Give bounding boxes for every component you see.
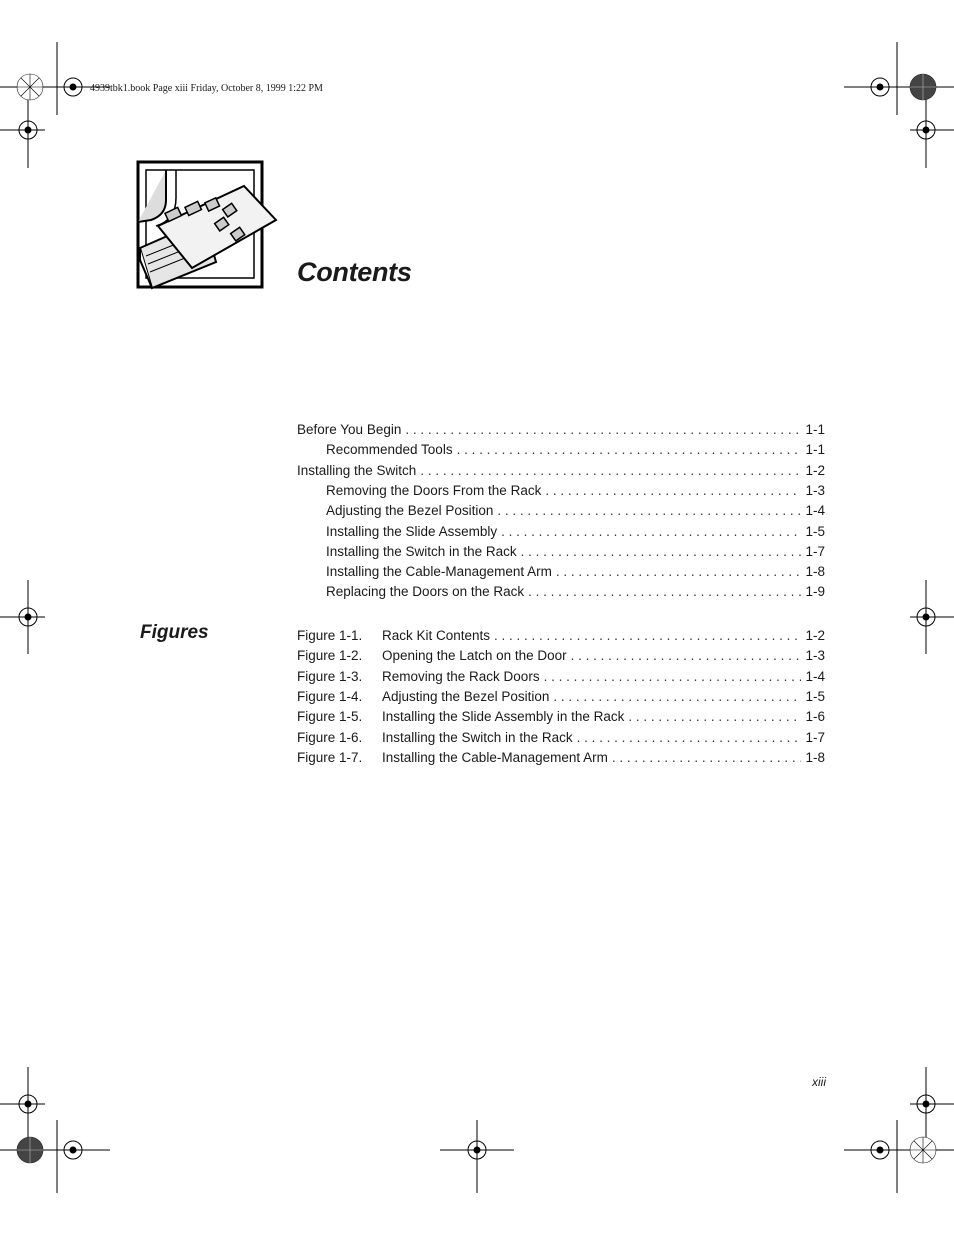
- figure-entry-number: Figure 1-4.: [297, 688, 363, 704]
- toc-entry-label: Installing the Switch in the Rack: [326, 543, 517, 559]
- toc-entry[interactable]: [297, 420, 825, 440]
- toc-entry-label: Removing the Doors From the Rack: [326, 482, 542, 498]
- figure-entry[interactable]: [297, 707, 825, 727]
- figure-entry-label: Installing the Switch in the Rack: [382, 729, 573, 745]
- dot-leader: [571, 646, 802, 666]
- figure-entry-label: Installing the Cable-Management Arm: [382, 749, 608, 765]
- figure-entry-label: Installing the Slide Assembly in the Rack: [382, 709, 625, 725]
- dot-leader: [545, 481, 801, 501]
- toc-entry[interactable]: [326, 522, 825, 542]
- toc-entry-label: Installing the Slide Assembly: [326, 523, 498, 539]
- figure-entry-number: Figure 1-6.: [297, 729, 363, 745]
- figure-entry-label: Adjusting the Bezel Position: [382, 688, 550, 704]
- toc-entry-page: 1-5: [805, 523, 825, 539]
- toc-entry-label: Before You Begin: [297, 422, 402, 437]
- dot-leader: [521, 542, 802, 562]
- dot-leader: [553, 687, 801, 707]
- contents-list: [297, 420, 825, 600]
- figures-heading: Figures: [140, 622, 209, 643]
- toc-entry-page: 1-1: [805, 422, 825, 437]
- dot-leader: [457, 440, 802, 460]
- dot-leader: [628, 707, 801, 727]
- dot-leader: [420, 461, 801, 481]
- toc-entry-page: 1-1: [805, 442, 825, 458]
- figure-entry-number: Figure 1-7.: [297, 749, 363, 765]
- toc-entry-label: Replacing the Doors on the Rack: [326, 584, 525, 600]
- figure-entry-number: Figure 1-1.: [297, 628, 363, 643]
- figure-entry[interactable]: [297, 646, 825, 666]
- toc-entry-page: 1-3: [805, 482, 825, 498]
- figure-entry-page: 1-3: [805, 648, 825, 664]
- toc-entry-label: Recommended Tools: [326, 442, 453, 458]
- toc-entry-label: Installing the Cable-Management Arm: [326, 564, 552, 580]
- figures-list: [297, 626, 825, 771]
- dot-leader: [494, 626, 801, 646]
- figure-entry-page: 1-4: [805, 668, 825, 684]
- toc-entry-page: 1-2: [805, 462, 825, 478]
- figure-entry-number: Figure 1-2.: [297, 648, 363, 664]
- book-with-keypad-icon: [136, 160, 281, 292]
- dot-leader: [501, 522, 801, 542]
- toc-entry[interactable]: [326, 501, 825, 521]
- figure-entry-page: 1-2: [805, 628, 825, 643]
- toc-entry[interactable]: [326, 481, 825, 501]
- figure-entry-number: Figure 1-3.: [297, 668, 363, 684]
- dot-leader: [497, 501, 801, 521]
- toc-entry[interactable]: [326, 562, 825, 582]
- figure-entry-label: Rack Kit Contents: [382, 628, 491, 643]
- figure-entry-page: 1-6: [805, 709, 825, 725]
- page-number: xiii: [812, 1075, 826, 1089]
- figure-entry-label: Removing the Rack Doors: [382, 668, 540, 684]
- toc-entry[interactable]: [326, 542, 825, 562]
- toc-entry-page: 1-7: [805, 543, 825, 559]
- dot-leader: [405, 420, 801, 440]
- toc-entry[interactable]: [326, 440, 825, 460]
- toc-entry[interactable]: [297, 461, 825, 481]
- toc-entry-label: Installing the Switch: [297, 462, 417, 478]
- figure-entry-page: 1-5: [805, 688, 825, 704]
- toc-entry-page: 1-4: [805, 503, 825, 519]
- figure-entry-number: Figure 1-5.: [297, 709, 363, 725]
- dot-leader: [556, 562, 802, 582]
- page-title: Contents: [297, 257, 412, 287]
- toc-entry-page: 1-9: [805, 584, 825, 600]
- dot-leader: [577, 728, 802, 748]
- figure-entry[interactable]: [297, 626, 825, 646]
- dot-leader: [528, 582, 801, 602]
- figure-entry[interactable]: [297, 687, 825, 707]
- figure-entry-label: Opening the Latch on the Door: [382, 648, 567, 664]
- figure-entry[interactable]: [297, 748, 825, 768]
- dot-leader: [544, 667, 802, 687]
- toc-entry-page: 1-8: [805, 564, 825, 580]
- figure-entry-page: 1-7: [805, 729, 825, 745]
- print-header-line: 4939tbk1.book Page xiii Friday, October 8, 1999 1:22 PM: [90, 83, 323, 94]
- toc-entry-label: Adjusting the Bezel Position: [326, 503, 494, 519]
- figure-entry[interactable]: [297, 667, 825, 687]
- figure-entry-page: 1-8: [805, 749, 825, 765]
- toc-entry[interactable]: [326, 582, 825, 602]
- figure-entry[interactable]: [297, 728, 825, 748]
- dot-leader: [612, 748, 802, 768]
